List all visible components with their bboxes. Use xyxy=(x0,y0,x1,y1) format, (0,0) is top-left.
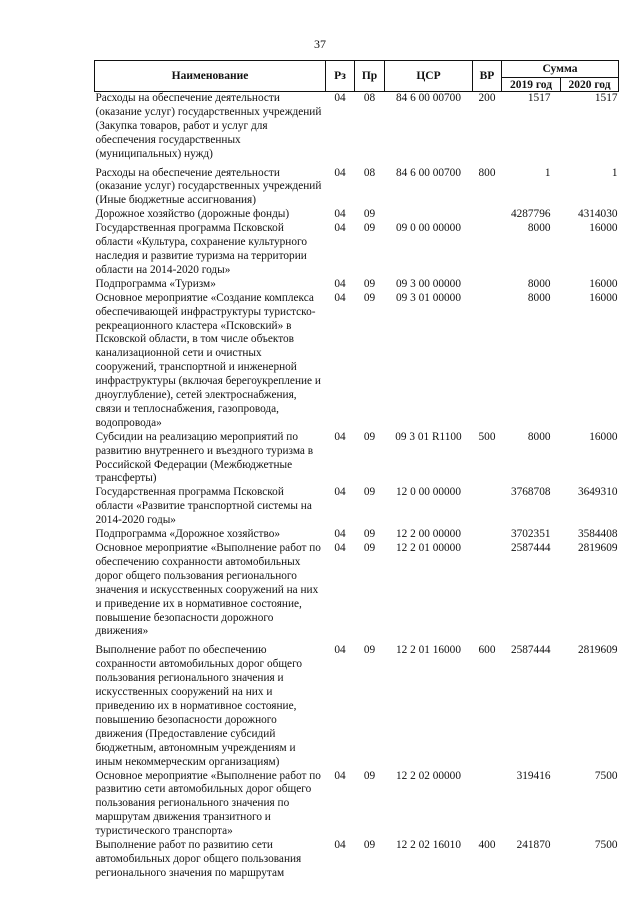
row-pr: 09 xyxy=(363,644,376,657)
row-pr: 08 xyxy=(363,92,376,104)
row-pr: 09 xyxy=(363,542,376,554)
row-2019: 241870 xyxy=(516,839,551,852)
row-csr: 09 3 00 00000 xyxy=(396,277,461,290)
row-csr: 09 3 01 R1100 xyxy=(395,430,462,443)
row-vr: 400 xyxy=(478,839,496,852)
row-pr: 08 xyxy=(363,166,376,179)
row-2020: 2819609 xyxy=(577,542,618,554)
table-row xyxy=(95,839,619,881)
row-vr: 500 xyxy=(478,430,496,443)
table-row xyxy=(95,770,619,840)
row-rz: 04 xyxy=(334,222,346,235)
table-row xyxy=(95,278,619,292)
row-2020: 16000 xyxy=(589,430,618,443)
header-2020: 2020 год xyxy=(561,78,619,92)
row-name: Государственная программа Псковской области «Развитие транспортной системы на 2014-2020 годы» xyxy=(95,486,312,527)
row-vr xyxy=(473,770,502,840)
row-csr: 12 2 02 00000 xyxy=(396,769,461,782)
budget-table xyxy=(94,60,619,881)
header-pr: Пр xyxy=(355,61,385,92)
row-2019: 8000 xyxy=(527,430,551,443)
row-vr xyxy=(473,222,502,278)
row-name: Дорожное хозяйство (дорожные фонды) xyxy=(95,208,290,221)
row-rz: 04 xyxy=(334,291,346,304)
row-csr: 12 2 00 00000 xyxy=(396,528,461,541)
row-2020: 3584408 xyxy=(577,528,618,541)
row-rz: 04 xyxy=(334,277,346,290)
row-pr: 09 xyxy=(363,769,376,782)
row-name: Расходы на обеспечение деятельности (оказание услуг) государственных учреждений (Иные бюджетные ассигнования) xyxy=(95,166,322,207)
row-name: Основное мероприятие «Выполнение работ по развитию сети автомобильных дорог общего пользования регионального значения по маршрутам движения транзитного и туристического транспорта» xyxy=(95,769,321,838)
table-row xyxy=(95,92,619,162)
row-pr: 09 xyxy=(363,430,376,443)
row-2019: 8000 xyxy=(527,222,551,235)
row-rz: 04 xyxy=(334,430,346,443)
row-2019: 2587444 xyxy=(510,644,551,657)
row-csr: 09 3 01 00000 xyxy=(396,291,461,304)
row-csr: 84 6 00 00700 xyxy=(396,166,461,179)
row-vr xyxy=(473,208,502,222)
table-row xyxy=(95,639,619,769)
row-pr: 09 xyxy=(363,222,376,235)
row-csr: 12 2 01 00000 xyxy=(396,542,461,554)
table-body xyxy=(95,92,619,881)
table-row xyxy=(95,486,619,528)
row-2019: 1517 xyxy=(527,92,551,104)
row-rz: 04 xyxy=(334,486,346,499)
row-2020: 4314030 xyxy=(577,208,618,221)
row-csr: 12 0 00 00000 xyxy=(396,486,461,499)
row-name: Подпрограмма «Туризм» xyxy=(95,277,216,290)
row-2020: 1517 xyxy=(594,92,618,104)
row-2020: 7500 xyxy=(594,769,618,782)
row-name: Субсидии на реализацию мероприятий по развитию внутреннего и въездного туризма в Российской Федерации (Межбюджетные трансферты) xyxy=(95,430,314,485)
header-csr: ЦСР xyxy=(385,61,473,92)
row-2020: 16000 xyxy=(589,222,618,235)
row-2019: 4287796 xyxy=(510,208,551,221)
table-row xyxy=(95,162,619,209)
row-vr xyxy=(473,278,502,292)
header-name: Наименование xyxy=(95,61,326,92)
row-vr: 800 xyxy=(478,166,496,179)
row-vr xyxy=(473,486,502,528)
row-2019: 2587444 xyxy=(510,542,551,554)
row-2019: 8000 xyxy=(527,277,551,290)
table-row xyxy=(95,528,619,542)
row-2019: 8000 xyxy=(527,291,551,304)
row-csr xyxy=(385,208,473,222)
row-name: Расходы на обеспечение деятельности (оказание услуг) государственных учреждений (Закупка товаров, работ и услуг для обеспечения государственных (муниципальных) нужд) xyxy=(95,92,322,160)
row-rz: 04 xyxy=(334,644,346,657)
row-rz: 04 xyxy=(334,769,346,782)
row-name: Государственная программа Псковской области «Культура, сохранение культурного наследия и развитие туризма на территории области на 2014-2020 годы» xyxy=(95,222,307,276)
table-row xyxy=(95,208,619,222)
header-vr: ВР xyxy=(473,61,502,92)
row-vr xyxy=(473,528,502,542)
row-2020: 1 xyxy=(611,166,618,179)
row-rz: 04 xyxy=(334,208,346,221)
row-2019: 1 xyxy=(544,166,551,179)
row-csr: 12 2 02 16010 xyxy=(396,839,461,852)
row-2019: 3702351 xyxy=(510,528,551,541)
row-name: Подпрограмма «Дорожное хозяйство» xyxy=(95,528,280,541)
row-pr: 09 xyxy=(363,839,376,852)
row-pr: 09 xyxy=(363,486,376,499)
row-rz: 04 xyxy=(334,166,346,179)
row-2020: 3649310 xyxy=(577,486,618,499)
header-sum: Сумма xyxy=(502,61,619,78)
row-rz: 04 xyxy=(334,542,346,554)
row-name: Основное мероприятие «Создание комплекса обеспечивающей инфраструктуры туристско-рекреационного кластера «Псковский» в Псковской области, в том числе объектов канализационной сети и очистных сооружений, транспортной и инженерной инфраструктуры (включая берегоукрепление и дноуглубление), сетей электроснабжения, связи и теплоснабжения, газопровода, водопровода» xyxy=(95,291,321,429)
row-2020: 16000 xyxy=(589,291,618,304)
table-row xyxy=(95,431,619,487)
header-rz: Рз xyxy=(326,61,355,92)
row-2019: 3768708 xyxy=(510,486,551,499)
table-row xyxy=(95,542,619,639)
row-name: Выполнение работ по обеспечению сохранности автомобильных дорог общего пользования регионального значения и искусственных сооружений на них и приведению их в нормативное состояние, повышению безопасности дорожного движения (Предоставление субсидий бюджетным, автономным учреждениям и иным некоммерческим организациям) xyxy=(95,644,303,768)
row-csr: 84 6 00 00700 xyxy=(396,92,461,104)
row-vr: 200 xyxy=(478,92,496,104)
row-rz: 04 xyxy=(334,839,346,852)
row-rz: 04 xyxy=(334,528,346,541)
row-pr: 09 xyxy=(363,208,376,221)
page-number: 37 xyxy=(314,37,326,51)
row-rz: 04 xyxy=(334,92,346,104)
row-pr: 09 xyxy=(363,528,376,541)
row-2020: 2819609 xyxy=(577,644,618,657)
row-vr xyxy=(473,542,502,639)
row-vr xyxy=(473,292,502,431)
table-row xyxy=(95,292,619,431)
row-pr: 09 xyxy=(363,291,376,304)
row-2020: 7500 xyxy=(594,839,618,852)
row-pr: 09 xyxy=(363,277,376,290)
row-name: Основное мероприятие «Выполнение работ по обеспечению сохранности автомобильных дорог общего пользования регионального значения и искусственных сооружений на них и приведение их в нормативное состояние, повышение безопасности дорожного движения» xyxy=(95,542,321,638)
row-csr: 09 0 00 00000 xyxy=(396,222,461,235)
row-vr: 600 xyxy=(478,644,496,657)
row-2020: 16000 xyxy=(589,277,618,290)
row-2019: 319416 xyxy=(516,769,551,782)
table-row xyxy=(95,222,619,278)
row-name: Выполнение работ по развитию сети автомобильных дорог общего пользования регионального значения по маршрутам xyxy=(95,839,302,879)
header-2019: 2019 год xyxy=(502,78,561,92)
row-csr: 12 2 01 16000 xyxy=(396,644,461,657)
